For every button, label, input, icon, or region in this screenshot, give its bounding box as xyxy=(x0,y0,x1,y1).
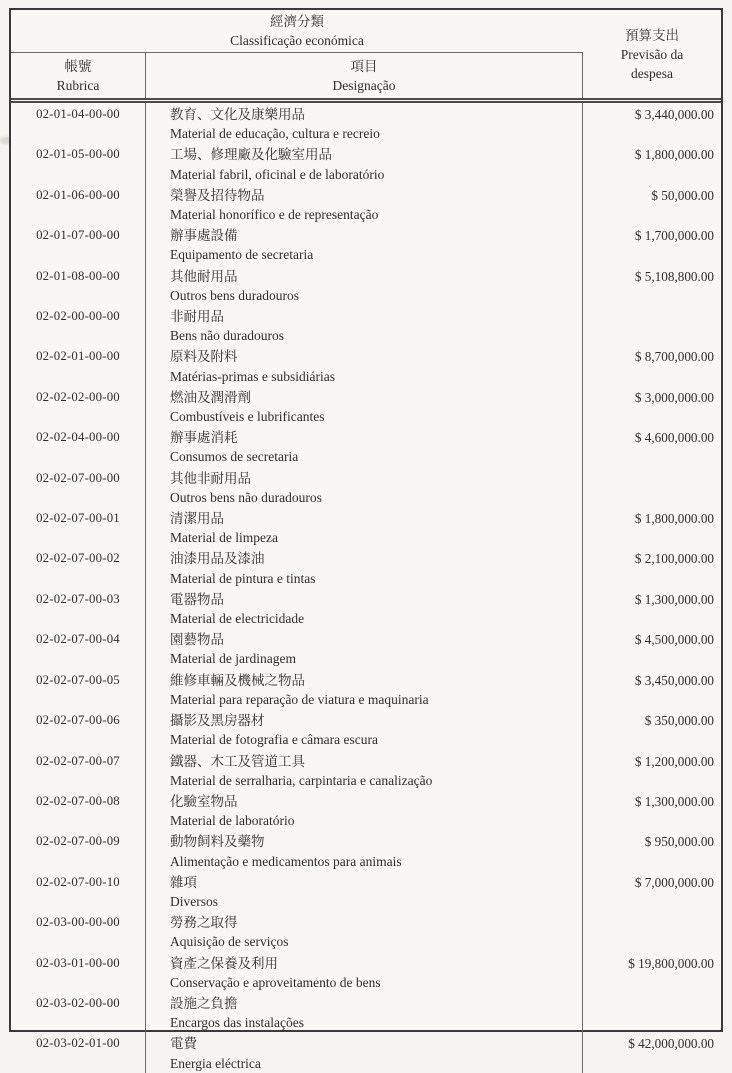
row-code: 02-03-02-00-00 xyxy=(11,992,146,1032)
row-designation xyxy=(146,426,583,466)
row-designation xyxy=(146,790,583,830)
row-amount: $ 7,000,000.00 xyxy=(634,874,714,890)
row-amount xyxy=(583,305,721,345)
row-designation-zh: 工場、修理廠及化驗室用品 xyxy=(170,147,332,163)
row-code: 02-01-05-00-00 xyxy=(11,143,146,183)
row-designation-pt: Material fabril, oficinal e de laboratório xyxy=(170,166,385,182)
table-row xyxy=(11,386,721,426)
row-designation-pt: Material de educação, cultura e recreio xyxy=(170,126,380,142)
row-designation-zh: 電費 xyxy=(170,1036,197,1052)
row-designation xyxy=(146,709,583,749)
row-designation xyxy=(146,103,583,143)
row-designation xyxy=(146,669,583,709)
row-designation xyxy=(146,830,583,870)
row-designation-zh: 清潔用品 xyxy=(170,511,224,527)
row-designation-pt: Conservação e aproveitamento de bens xyxy=(170,974,381,990)
row-designation-pt: Material de serralharia, carpintaria e canalização xyxy=(170,772,433,788)
row-designation xyxy=(146,992,583,1032)
row-designation xyxy=(146,265,583,305)
row-designation-pt: Energia eléctrica xyxy=(170,1055,261,1071)
header-economic-classification-zh: 經濟分類 xyxy=(270,14,324,29)
row-designation-zh: 雜項 xyxy=(170,874,197,890)
row-designation xyxy=(146,952,583,992)
row-amount: $ 4,600,000.00 xyxy=(634,430,714,446)
row-code: 02-02-07-00-10 xyxy=(11,871,146,911)
table-row xyxy=(11,992,721,1032)
row-designation-zh: 攝影及黑房器材 xyxy=(170,713,265,729)
row-designation-zh: 園藝物品 xyxy=(170,632,224,648)
row-code: 02-02-00-00-00 xyxy=(11,305,146,345)
row-code: 02-02-07-00-03 xyxy=(11,588,146,628)
header-economic-classification xyxy=(11,10,583,53)
table-row xyxy=(11,467,721,507)
row-amount: $ 350,000.00 xyxy=(644,713,714,729)
row-designation-pt: Material de pintura e tintas xyxy=(170,570,316,586)
table-row xyxy=(11,103,721,143)
row-designation-pt: Matérias-primas e subsidiárias xyxy=(170,368,335,384)
row-amount: $ 1,800,000.00 xyxy=(634,511,714,527)
row-designation-zh: 辦事處消耗 xyxy=(170,430,238,446)
row-code: 02-03-00-00-00 xyxy=(11,911,146,951)
row-designation xyxy=(146,386,583,426)
header-amount-pt: Previsão da despesa xyxy=(620,46,684,81)
table-body xyxy=(11,103,721,1071)
table-header xyxy=(11,10,721,103)
row-code: 02-02-07-00-02 xyxy=(11,547,146,587)
row-designation-zh: 化驗室物品 xyxy=(170,793,238,809)
row-designation xyxy=(146,507,583,547)
row-amount: $ 8,700,000.00 xyxy=(634,349,714,365)
row-code: 02-02-07-00-05 xyxy=(11,669,146,709)
row-code: 02-02-07-00-01 xyxy=(11,507,146,547)
row-designation-pt: Aquisição de serviços xyxy=(170,934,289,950)
row-amount: $ 3,440,000.00 xyxy=(634,107,714,122)
header-designation-pt: Designação xyxy=(332,77,396,93)
header-column-code xyxy=(11,53,146,98)
row-amount xyxy=(583,911,721,951)
row-code: 02-03-01-00-00 xyxy=(11,952,146,992)
table-row xyxy=(11,547,721,587)
row-code: 02-02-07-00-06 xyxy=(11,709,146,749)
row-designation xyxy=(146,345,583,385)
row-designation-pt: Alimentação e medicamentos para animais xyxy=(170,853,402,869)
table-row xyxy=(11,345,721,385)
table-row xyxy=(11,830,721,870)
row-designation xyxy=(146,588,583,628)
table-row xyxy=(11,224,721,264)
row-designation xyxy=(146,750,583,790)
header-designation-zh: 項目 xyxy=(350,58,378,74)
row-designation-pt: Encargos das instalações xyxy=(170,1015,304,1031)
row-designation-zh: 電器物品 xyxy=(170,591,224,607)
row-designation-pt: Outros bens não duradouros xyxy=(170,489,322,505)
header-economic-classification-pt: Classificação económica xyxy=(230,33,364,48)
row-designation-zh: 原料及附料 xyxy=(170,349,238,365)
table-row xyxy=(11,750,721,790)
row-designation-zh: 非耐用品 xyxy=(170,309,224,325)
row-designation-zh: 榮譽及招待物品 xyxy=(170,187,265,203)
row-designation-zh: 資產之保養及利用 xyxy=(170,955,278,971)
row-code: 02-01-08-00-00 xyxy=(11,265,146,305)
row-designation-pt: Material de limpeza xyxy=(170,530,278,546)
row-code: 02-03-02-01-00 xyxy=(11,1032,146,1072)
header-amount-zh: 預算支出 xyxy=(625,27,679,43)
row-designation-zh: 設施之負擔 xyxy=(170,995,238,1011)
row-designation xyxy=(146,911,583,951)
row-amount xyxy=(583,992,721,1032)
row-amount: $ 42,000,000.00 xyxy=(628,1036,714,1052)
row-designation-pt: Material para reparação de viatura e maquinaria xyxy=(170,691,429,707)
row-designation-zh: 其他非耐用品 xyxy=(170,470,251,486)
table-row xyxy=(11,790,721,830)
table-row xyxy=(11,669,721,709)
row-designation-pt: Material de electricidade xyxy=(170,611,305,627)
row-designation-pt: Material de fotografia e câmara escura xyxy=(170,732,378,748)
table-row xyxy=(11,709,721,749)
row-code: 02-02-04-00-00 xyxy=(11,426,146,466)
table-row xyxy=(11,143,721,183)
table-row xyxy=(11,507,721,547)
row-amount: $ 1,800,000.00 xyxy=(634,147,714,163)
header-code-pt: Rubrica xyxy=(56,77,100,93)
row-designation xyxy=(146,143,583,183)
table-row xyxy=(11,628,721,668)
row-code: 02-02-07-00-04 xyxy=(11,628,146,668)
row-designation-pt: Equipamento de secretaria xyxy=(170,247,314,263)
row-code: 02-01-04-00-00 xyxy=(11,103,146,143)
row-designation-zh: 燃油及潤滑劑 xyxy=(170,389,251,405)
header-column-designation xyxy=(146,53,583,98)
row-designation-zh: 動物飼料及藥物 xyxy=(170,834,265,850)
row-designation-pt: Consumos de secretaria xyxy=(170,449,299,465)
row-designation-pt: Combustíveis e lubrificantes xyxy=(170,409,325,425)
row-code: 02-02-07-00-09 xyxy=(11,830,146,870)
row-amount: $ 1,300,000.00 xyxy=(634,793,714,809)
row-amount: $ 3,450,000.00 xyxy=(634,672,714,688)
row-designation-pt: Diversos xyxy=(170,893,218,909)
row-designation-zh: 油漆用品及漆油 xyxy=(170,551,265,567)
header-code-zh: 帳號 xyxy=(64,58,92,74)
row-amount: $ 2,100,000.00 xyxy=(634,551,714,567)
row-code: 02-02-02-00-00 xyxy=(11,386,146,426)
row-amount: $ 19,800,000.00 xyxy=(628,955,714,971)
row-designation-zh: 其他耐用品 xyxy=(170,268,238,284)
table-row xyxy=(11,952,721,992)
row-code: 02-01-06-00-00 xyxy=(11,184,146,224)
table-row xyxy=(11,588,721,628)
row-designation-pt: Material de laboratório xyxy=(170,813,295,829)
row-designation xyxy=(146,224,583,264)
row-designation-zh: 教育、文化及康樂用品 xyxy=(170,107,305,122)
row-amount: $ 1,300,000.00 xyxy=(634,591,714,607)
row-designation-zh: 辦事處設備 xyxy=(170,228,238,244)
table-row xyxy=(11,911,721,951)
row-designation-pt: Material honorífico e de representação xyxy=(170,207,379,223)
row-code: 02-02-07-00-00 xyxy=(11,467,146,507)
row-designation-zh: 鐵器、木工及管道工具 xyxy=(170,753,305,769)
row-designation-pt: Bens não duradouros xyxy=(170,328,284,344)
row-designation xyxy=(146,184,583,224)
row-designation xyxy=(146,467,583,507)
row-amount: $ 1,700,000.00 xyxy=(634,228,714,244)
row-code: 02-02-07-00-08 xyxy=(11,790,146,830)
row-amount xyxy=(583,467,721,507)
budget-table xyxy=(9,8,723,1071)
row-designation xyxy=(146,628,583,668)
row-amount: $ 3,000,000.00 xyxy=(634,389,714,405)
row-designation-pt: Outros bens duradouros xyxy=(170,287,299,303)
row-designation xyxy=(146,305,583,345)
table-row xyxy=(11,871,721,911)
row-amount: $ 4,500,000.00 xyxy=(634,632,714,648)
row-designation xyxy=(146,871,583,911)
row-amount: $ 950,000.00 xyxy=(644,834,714,850)
header-column-amount xyxy=(583,10,721,98)
row-code: 02-02-01-00-00 xyxy=(11,345,146,385)
table-row xyxy=(11,265,721,305)
row-designation-zh: 維修車輛及機械之物品 xyxy=(170,672,305,688)
row-designation-pt: Material de jardinagem xyxy=(170,651,296,667)
table-row xyxy=(11,305,721,345)
row-code: 02-02-07-00-07 xyxy=(11,750,146,790)
row-amount: $ 5,108,800.00 xyxy=(634,268,714,284)
row-designation xyxy=(146,547,583,587)
row-amount: $ 50,000.00 xyxy=(651,187,714,203)
table-row xyxy=(11,184,721,224)
row-designation-zh: 勞務之取得 xyxy=(170,915,238,931)
row-code: 02-01-07-00-00 xyxy=(11,224,146,264)
table-row xyxy=(11,426,721,466)
row-amount: $ 1,200,000.00 xyxy=(634,753,714,769)
